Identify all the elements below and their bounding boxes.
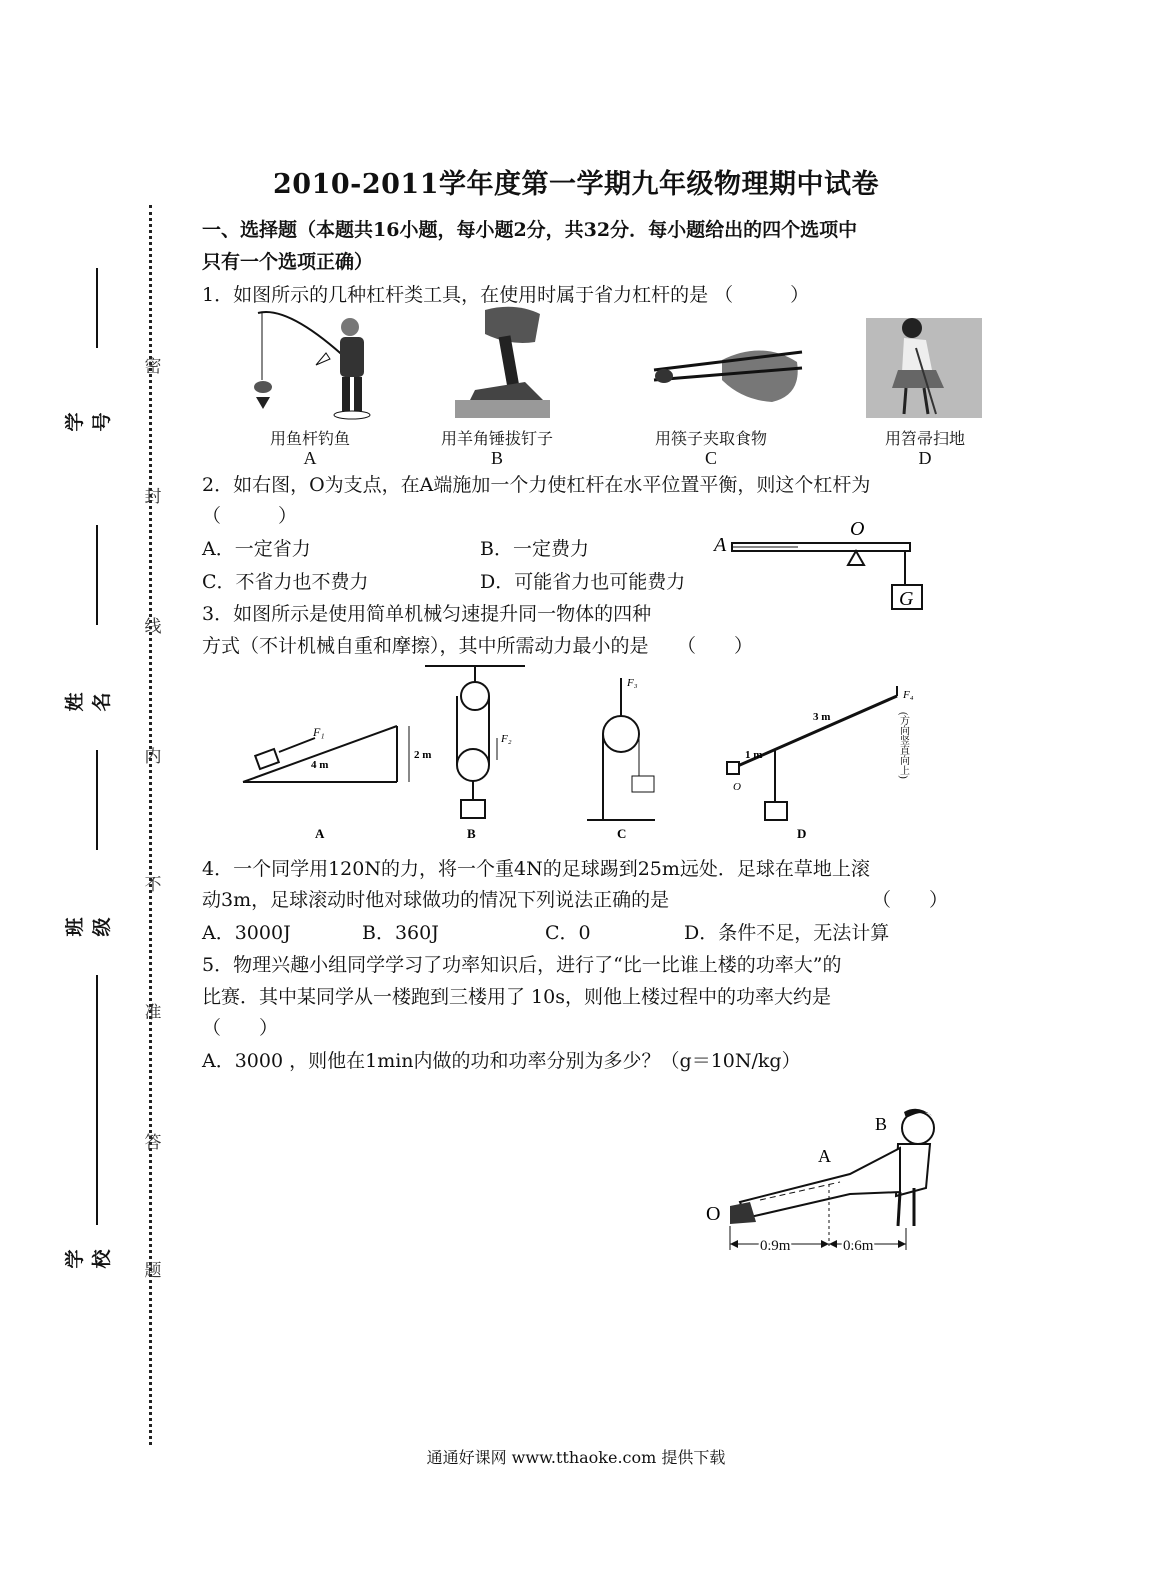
q3-stem-cont: 方式（不计机械自重和摩擦），其中所需动力最小的是 （ ） [202,635,754,657]
q3-fig-pulley-block [425,666,525,841]
q3-letter-b: B [467,826,476,841]
q3-label-3m: 3 m [813,711,831,723]
q1-fig-hammer [455,302,555,420]
q4-stem-cont: 动3m，足球滚动时他对球做功的情况下列说法正确的是 [202,889,670,911]
q3-diagram [235,660,935,845]
seal-char: 封 [144,487,162,507]
seal-char: 答 [144,1133,162,1153]
name-label: 姓 名 [64,692,113,712]
seal-char: 线 [144,617,162,637]
q3-fig-movable-pulley [587,677,655,841]
q1-option-letter: B [490,448,503,468]
q3-fig-lever [727,686,914,841]
q5-pushup-diagram [700,1108,945,1258]
q1-fig-fishing [248,305,383,425]
q2-stem-cont: （ ） [202,505,298,527]
seal-char: 不 [144,875,162,895]
q3-label-f1: F₁ [313,725,325,739]
q3-label-f2: F₂ [501,733,512,745]
q3-label-direction: (方向竖直向上) [897,712,909,779]
q4-option-d: D．条件不足，无法计算 [684,922,890,944]
q2-option-a: A．一定省力 [202,538,311,560]
q4-option-b: B．360J [362,922,439,944]
q3-label-1m: 1 m [745,749,763,761]
q1-caption: 用羊角锤拔钉子 [440,429,553,448]
q3-label-f4: F₄ [903,689,914,701]
q3-label-2m: 2 m [414,749,432,761]
class-underline [96,750,98,850]
q3-label-4m: 4 m [311,759,329,771]
q2-label-o: O [850,518,865,540]
q1-caption: 用笤帚扫地 [884,429,965,448]
q1-stem: 1．如图所示的几种杠杆类工具，在使用时属于省力杠杆的是 （ ） [202,284,810,306]
student-id-underline [96,268,98,348]
seal-char: 准 [144,1003,162,1023]
q4-stem: 4．一个同学用120N的力，将一个重4N的足球踢到25m远处．足球在草地上滚 [202,858,870,880]
seal-char: 题 [144,1261,162,1281]
student-id-label: 学 号 [64,412,113,432]
q2-lever-diagram [712,515,937,615]
q2-option-b: B．一定费力 [480,538,589,560]
q2-option-c: C．不省力也不费力 [202,571,369,593]
q3-label-f3: F₃ [627,677,638,689]
q2-option-d: D．可能省力也可能费力 [480,571,686,593]
q1-fig-chopsticks [652,340,807,412]
q1-option-letter: D [918,448,932,468]
q1-caption: 用筷子夹取食物 [654,429,767,448]
q3-label-o: O [733,781,741,793]
q3-letter-a: A [315,826,325,841]
q4-option-c: C．0 [545,922,591,944]
q5-answer-paren: （ ） [202,1017,279,1039]
page-footer: 通通好课网 www.tthaoke.com 提供下载 [426,1448,726,1467]
class-label: 班 级 [64,917,113,937]
q3-letter-d: D [797,826,807,841]
q2-label-g: G [899,588,914,610]
seal-char: 内 [144,747,162,767]
q5-label-a: A [818,1146,831,1166]
q5-stem-cont: 比赛．其中某同学从一楼跑到三楼用了 10s，则他上楼过程中的功率大约是 [202,986,831,1008]
q3-letter-c: C [617,826,627,841]
q2-stem: 2．如右图，O为支点，在A端施加一个力使杠杆在水平位置平衡，则这个杠杆为 [202,474,871,496]
name-underline [96,525,98,625]
q2-label-a: A [714,534,727,556]
q5-stem: 5．物理兴趣小组同学学习了功率知识后，进行了“比一比谁上楼的功率大”的 [202,954,842,976]
page-title: 2010-2011学年度第一学期九年级物理期中试卷 [273,169,879,200]
q5-label-d2: 0.6m [843,1238,874,1254]
q3-stem: 3．如图所示是使用简单机械匀速提升同一物体的四种 [202,603,652,625]
q4-answer-paren: （ ） [872,889,949,911]
school-underline [96,975,98,1225]
q1-option-letter: C [704,448,717,468]
q5-option-a-cont: A．3000 ，则他在1min内做的功和功率分别为多少？（g＝10N/kg） [202,1050,801,1072]
section-heading: 一、选择题（本题共16小题，每小题2分，共32分．每小题给出的四个选项中 [202,219,858,241]
q5-label-b: B [875,1114,888,1134]
seal-char: 密 [144,357,162,377]
section-heading-cont: 只有一个选项正确） [202,251,374,273]
q1-option-letter: A [303,448,317,468]
q5-label-d1: 0.9m [760,1238,791,1254]
q1-fig-broom [866,318,982,418]
q5-label-o: O [706,1203,721,1225]
q1-caption: 用鱼杆钓鱼 [269,429,350,448]
school-label: 学校 [64,1249,113,1269]
q3-fig-incline [243,725,431,841]
q4-option-a: A．3000J [202,922,291,944]
